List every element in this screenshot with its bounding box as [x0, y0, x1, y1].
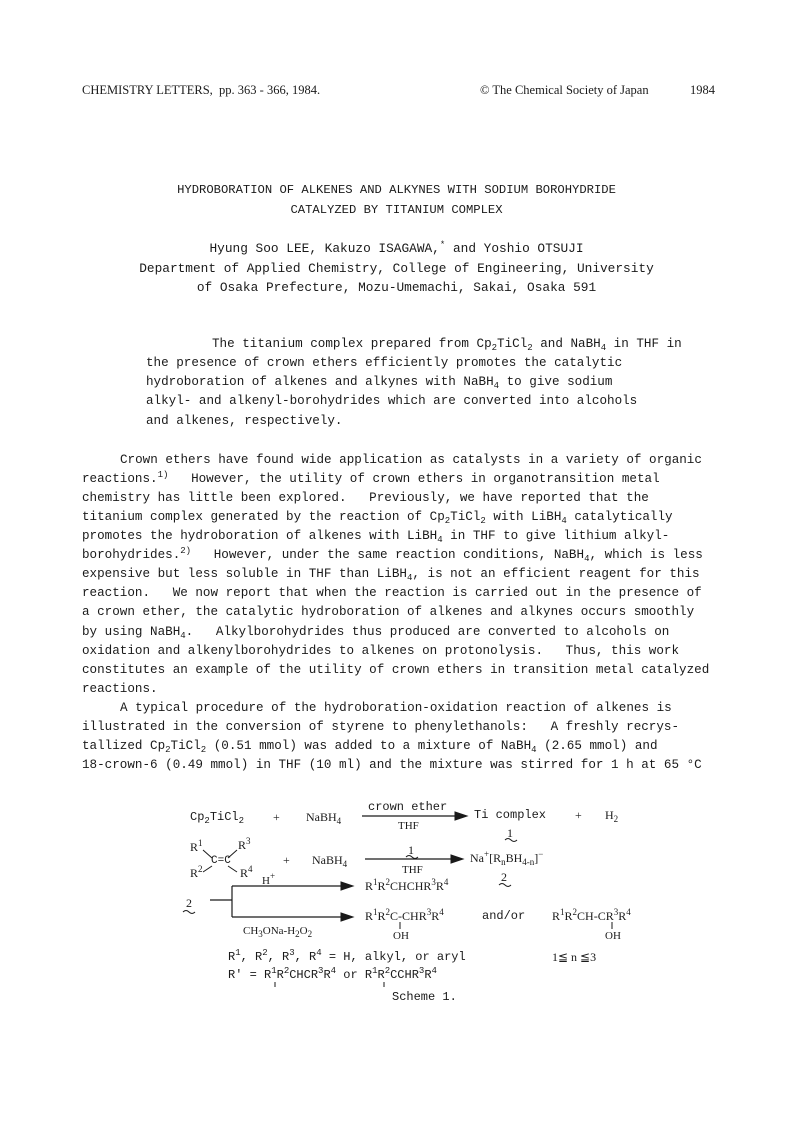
arrow-head: [341, 882, 353, 890]
abstract-line: the presence of crown ethers efficiently promotes the catalytic: [146, 356, 623, 370]
reagent-oxidant: $CH_3ONa-H_2O_2$: [243, 925, 313, 939]
body-line: constitutes an example of the utility of crown ethers in transition metal catalyzed: [82, 663, 710, 677]
reagent-crown-ether: crown ether: [368, 800, 448, 814]
affiliation-line-2: of Osaka Prefecture, Mozu-Umemachi, Sakai, Osaka 591: [196, 280, 597, 295]
body-line: chemistry has little been explored. Previously, we have reported that the: [82, 491, 649, 505]
plus-sign: +: [273, 810, 280, 824]
body-line: a crown ether, the catalytic hydroboration of alkenes and alkynes occurs smoothly: [82, 605, 695, 619]
compound-number-1: 1: [507, 826, 513, 840]
product-alkane: $R^1R^2CHCHR^3R^4$: [365, 877, 449, 893]
body-line: oxidation and alkenylborohydrides to alkenes on protonolysis. Thus, this work: [82, 644, 680, 658]
page-range: pp. 363 - 366, 1984.: [219, 83, 321, 97]
arrow-head: [341, 913, 353, 921]
body-line: promotes the hydroboration of alkenes with LiBH$_4$ in THF to give lithium alkyl-: [82, 529, 670, 545]
body-line: 18-crown-6 (0.49 mmol) in THF (10 ml) and the mixture was stirred for 1 h at 65 °C: [82, 758, 702, 772]
substituent-definition: $R^1$, $R^2$, $R^3$, $R^4 = H$, alkyl, or aryl: [228, 948, 466, 964]
journal-name: CHEMISTRY LETTERS,: [82, 83, 213, 97]
plus-sign: +: [283, 853, 290, 867]
header-year: 1984: [690, 83, 715, 97]
body-line: Crown ethers have found wide application as catalysts in a variety of organic: [120, 453, 702, 467]
reference-marker: 2): [180, 546, 192, 556]
compound-number-2: 2: [186, 896, 192, 910]
body-line: borohydrides.$^{2)}$ However, under the same reaction conditions, NaBH$_4$, which is less: [82, 546, 703, 564]
substituent-r3: $R^3$: [238, 836, 251, 852]
substituent-r1: $R^1$: [190, 838, 203, 854]
body-line: reactions.: [82, 682, 158, 696]
arrow-head: [451, 855, 463, 863]
solvent-thf: THF: [398, 820, 419, 832]
abstract-line: hydroboration of alkenes and alkynes with NaBH$_4$ to give sodium: [146, 375, 613, 391]
hydroxyl-group: OH: [393, 930, 409, 942]
n-range: 1≦ n ≦3: [552, 950, 597, 964]
body-line: tallized $Cp_2TiCl_2$ (0.51 mmol) was added to a mixture of NaBH$_4$ (2.65 mmol) and: [82, 739, 658, 755]
affiliation-line-1: Department of Applied Chemistry, College of Engineering, University: [139, 261, 654, 276]
body-line: reaction. We now report that when the reaction is carried out in the presence of: [82, 586, 702, 600]
body-line: expensive but less soluble in THF than LiBH$_4$, is not an efficient reagent for this: [82, 567, 700, 583]
product-ti-complex: Ti complex: [474, 808, 547, 822]
reactant-cp2ticl2: $Cp_2TiCl_2$: [190, 810, 245, 826]
author-names: Hyung Soo LEE, Kakuzo ISAGAWA,: [209, 241, 440, 256]
product-alcohol-b: $R^1R^2CH-CR^3R^4$: [552, 907, 631, 923]
body-line: reactions.$^{1)}$ However, the utility of crown ethers in organotransition metal: [82, 470, 660, 486]
abstract-line: and alkenes, respectively.: [146, 414, 343, 428]
product-h2: $H_2$: [605, 808, 619, 824]
compound-number-2: 2: [501, 870, 507, 884]
body-line: titanium complex generated by the reaction of $Cp_2TiCl_2$ with LiBH$_4$ catalytically: [82, 510, 673, 526]
r-prime-definition: $R' = R^1R^2CHCR^3R^4$ or $R^1R^2CCHR^3R^4$: [228, 966, 437, 982]
plus-sign: +: [575, 808, 582, 822]
author-names-tail: and Yoshio OTSUJI: [445, 241, 584, 256]
solvent-thf: THF: [402, 864, 423, 876]
product-alcohol-a: $R^1R^2C-CHR^3R^4$: [365, 907, 444, 923]
abstract-line: alkyl- and alkenyl-borohydrides which are converted into alcohols: [146, 394, 638, 408]
copyright: © The Chemical Society of Japan: [480, 83, 649, 97]
arrow-head: [455, 812, 467, 820]
catalyst-number-1: 1: [408, 843, 414, 857]
reactant-nabh4: NaBH$_4$: [312, 853, 348, 869]
body-line: A typical procedure of the hydroboration-oxidation reaction of alkenes is: [120, 701, 672, 715]
alkene-core: C=C: [211, 855, 231, 867]
substituent-r2: $R^2$: [190, 864, 203, 880]
hydroxyl-group: OH: [605, 930, 621, 942]
reactant-nabh4: NaBH$_4$: [306, 810, 342, 826]
scheme-caption: Scheme 1.: [392, 990, 457, 1004]
substituent-r4: $R^4$: [240, 864, 253, 880]
reagent-h-plus: H+: [262, 871, 276, 887]
reference-marker: 1): [157, 470, 169, 480]
corresponding-star: *: [439, 240, 446, 250]
abstract-line: The titanium complex prepared from $Cp_2TiCl_2$ and NaBH$_4$ in THF in: [212, 337, 682, 353]
title-line-2: CATALYZED BY TITANIUM COMPLEX: [290, 203, 503, 217]
body-line: illustrated in the conversion of styrene to phenylethanols: A freshly recrys-: [82, 720, 680, 734]
body-line: by using NaBH$_4$. Alkylborohydrides thus produced are converted to alcohols on: [82, 625, 670, 641]
and-or: and/or: [482, 909, 526, 923]
product-borohydride: $Na^+[R_nBH_{4-n}]^-$: [470, 849, 544, 867]
title-line-1: HYDROBORATION OF ALKENES AND ALKYNES WITH SODIUM BOROHYDRIDE: [177, 183, 616, 197]
